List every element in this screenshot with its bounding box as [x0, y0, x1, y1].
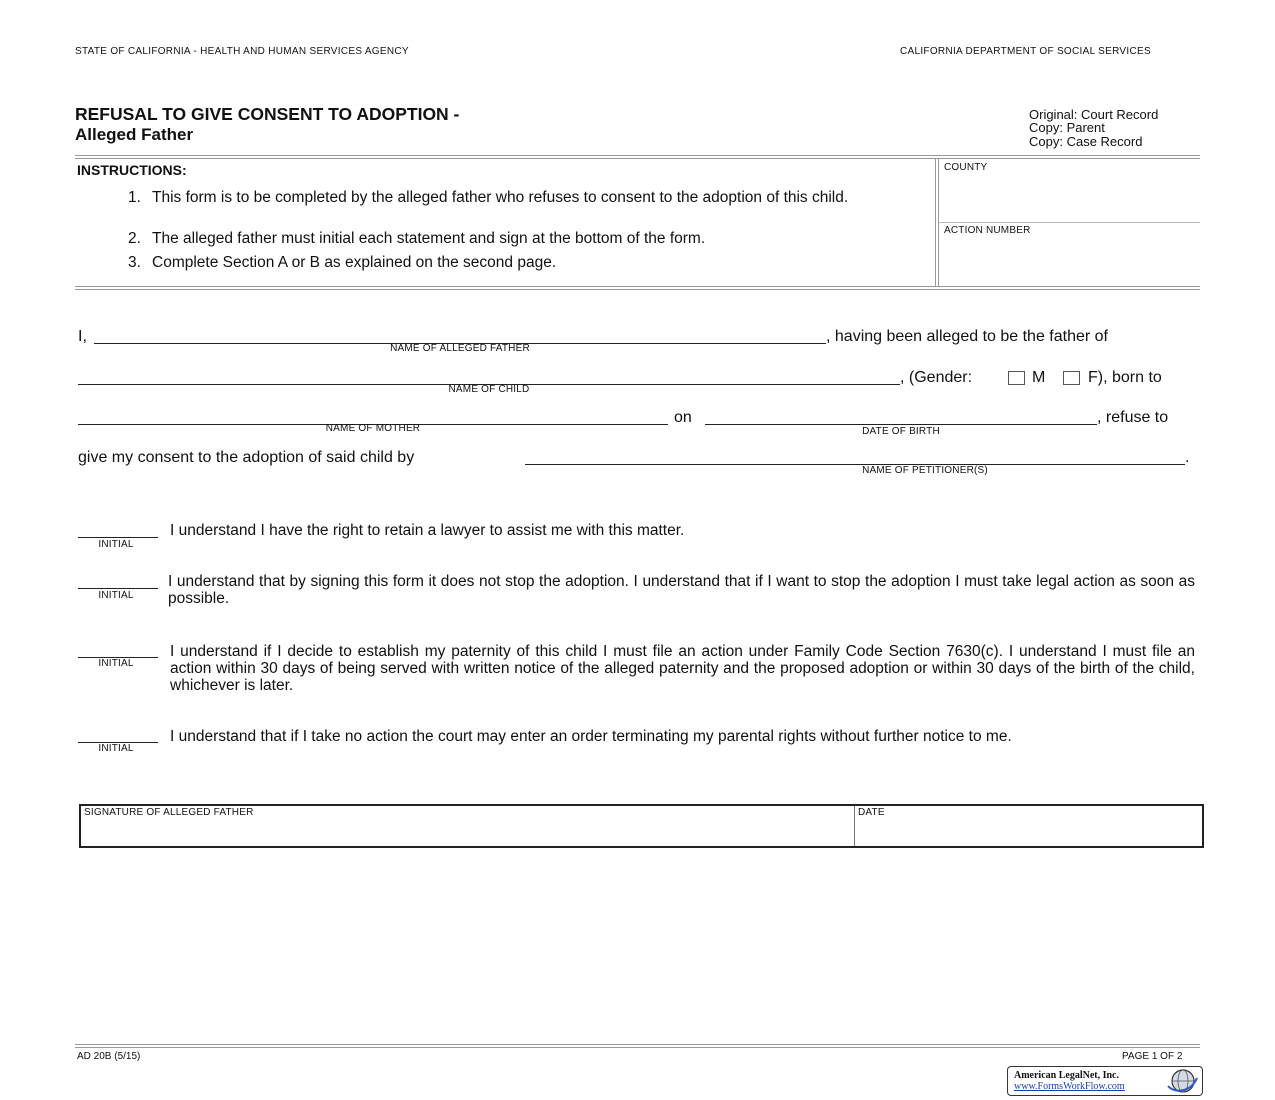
rule: [75, 286, 1200, 287]
date-of-birth-caption: DATE OF BIRTH: [862, 426, 940, 437]
signature-divider: [854, 806, 855, 846]
page-number: PAGE 1 OF 2: [1122, 1051, 1183, 1062]
publisher-name: American LegalNet, Inc.: [1014, 1070, 1119, 1081]
instruction-number: 2.: [128, 230, 141, 247]
gender-m-label: M: [1032, 369, 1046, 386]
instruction-number: 1.: [128, 189, 141, 206]
initial-caption: INITIAL: [98, 539, 134, 550]
instruction-number: 3.: [128, 254, 141, 271]
statement-not-stop-adoption: I understand that by signing this form it does not stop the adoption. I understand that if I want to stop the adoption I must take legal action as soon as possible.: [168, 573, 1195, 607]
child-name-caption: NAME OF CHILD: [448, 384, 530, 395]
county-field[interactable]: [944, 175, 1194, 219]
declaration-text: , refuse to: [1097, 409, 1169, 426]
initial-field[interactable]: [78, 537, 158, 538]
county-label: COUNTY: [944, 162, 988, 173]
petitioner-name-caption: NAME OF PETITIONER(S): [862, 465, 988, 476]
instruction-item: Complete Section A or B as explained on the second page.: [152, 254, 557, 271]
department-header: CALIFORNIA DEPARTMENT OF SOCIAL SERVICES: [900, 46, 1151, 57]
gender-f-label: F), born to: [1088, 369, 1162, 386]
statement-paternity: I understand if I decide to establish my paternity of this child I must file an action under Family Code Section 7630(c). I understand I must file an action within 30 days of being served with written notice of the alleged paternity and the proposed adoption or within 30 days of the birth of the child, whichever is later.: [170, 643, 1195, 694]
divider: [939, 222, 1200, 223]
rule: [75, 155, 1200, 156]
form-title: REFUSAL TO GIVE CONSENT TO ADOPTION -: [75, 104, 460, 124]
rule: [75, 1047, 1200, 1048]
form-id: AD 20B (5/15): [77, 1051, 141, 1062]
initial-caption: INITIAL: [98, 743, 134, 754]
distribution-copy-parent: Copy: Parent: [1029, 120, 1105, 135]
alleged-father-name-caption: NAME OF ALLEGED FATHER: [390, 343, 530, 354]
form-subtitle: Alleged Father: [75, 125, 194, 144]
rule: [75, 158, 1200, 159]
rule: [75, 289, 1200, 290]
mother-name-caption: NAME OF MOTHER: [325, 423, 421, 434]
declaration-prefix: I,: [78, 328, 87, 345]
distribution-copy-case: Copy: Case Record: [1029, 134, 1143, 149]
publisher-url[interactable]: www.FormsWorkFlow.com: [1014, 1081, 1125, 1092]
globe-icon: [1165, 1068, 1199, 1094]
divider: [935, 159, 936, 286]
gender-label: , (Gender:: [900, 369, 973, 386]
initial-field[interactable]: [78, 588, 158, 589]
rule: [75, 1044, 1200, 1045]
signature-label: SIGNATURE OF ALLEGED FATHER: [84, 807, 254, 818]
instruction-item: This form is to be completed by the alleged father who refuses to consent to the adoption of this child.: [152, 189, 849, 206]
date-field[interactable]: [858, 820, 1196, 842]
statement-no-action: I understand that if I take no action the court may enter an order terminating my parental rights without further notice to me.: [170, 728, 1012, 745]
date-of-birth-field[interactable]: [705, 424, 1097, 425]
declaration-period: .: [1185, 449, 1190, 466]
gender-m-checkbox[interactable]: [1008, 371, 1025, 385]
action-number-field[interactable]: [944, 238, 1194, 282]
initial-caption: INITIAL: [98, 658, 134, 669]
instruction-item: The alleged father must initial each statement and sign at the bottom of the form.: [152, 230, 706, 247]
signature-field[interactable]: [84, 820, 849, 842]
gender-f-checkbox[interactable]: [1063, 371, 1080, 385]
distribution-original: Original: Court Record: [1029, 107, 1159, 122]
date-label: DATE: [858, 807, 885, 818]
statement-lawyer: I understand I have the right to retain a lawyer to assist me with this matter.: [170, 522, 685, 539]
agency-header: STATE OF CALIFORNIA - HEALTH AND HUMAN SERVICES AGENCY: [75, 46, 409, 57]
initial-caption: INITIAL: [98, 590, 134, 601]
instructions-heading: INSTRUCTIONS:: [77, 162, 187, 178]
declaration-text: , having been alleged to be the father of: [826, 328, 1108, 345]
declaration-text: give my consent to the adoption of said child by: [78, 449, 415, 466]
action-number-label: ACTION NUMBER: [944, 225, 1031, 236]
publisher-logo[interactable]: [1007, 1066, 1203, 1096]
on-label: on: [674, 409, 692, 426]
